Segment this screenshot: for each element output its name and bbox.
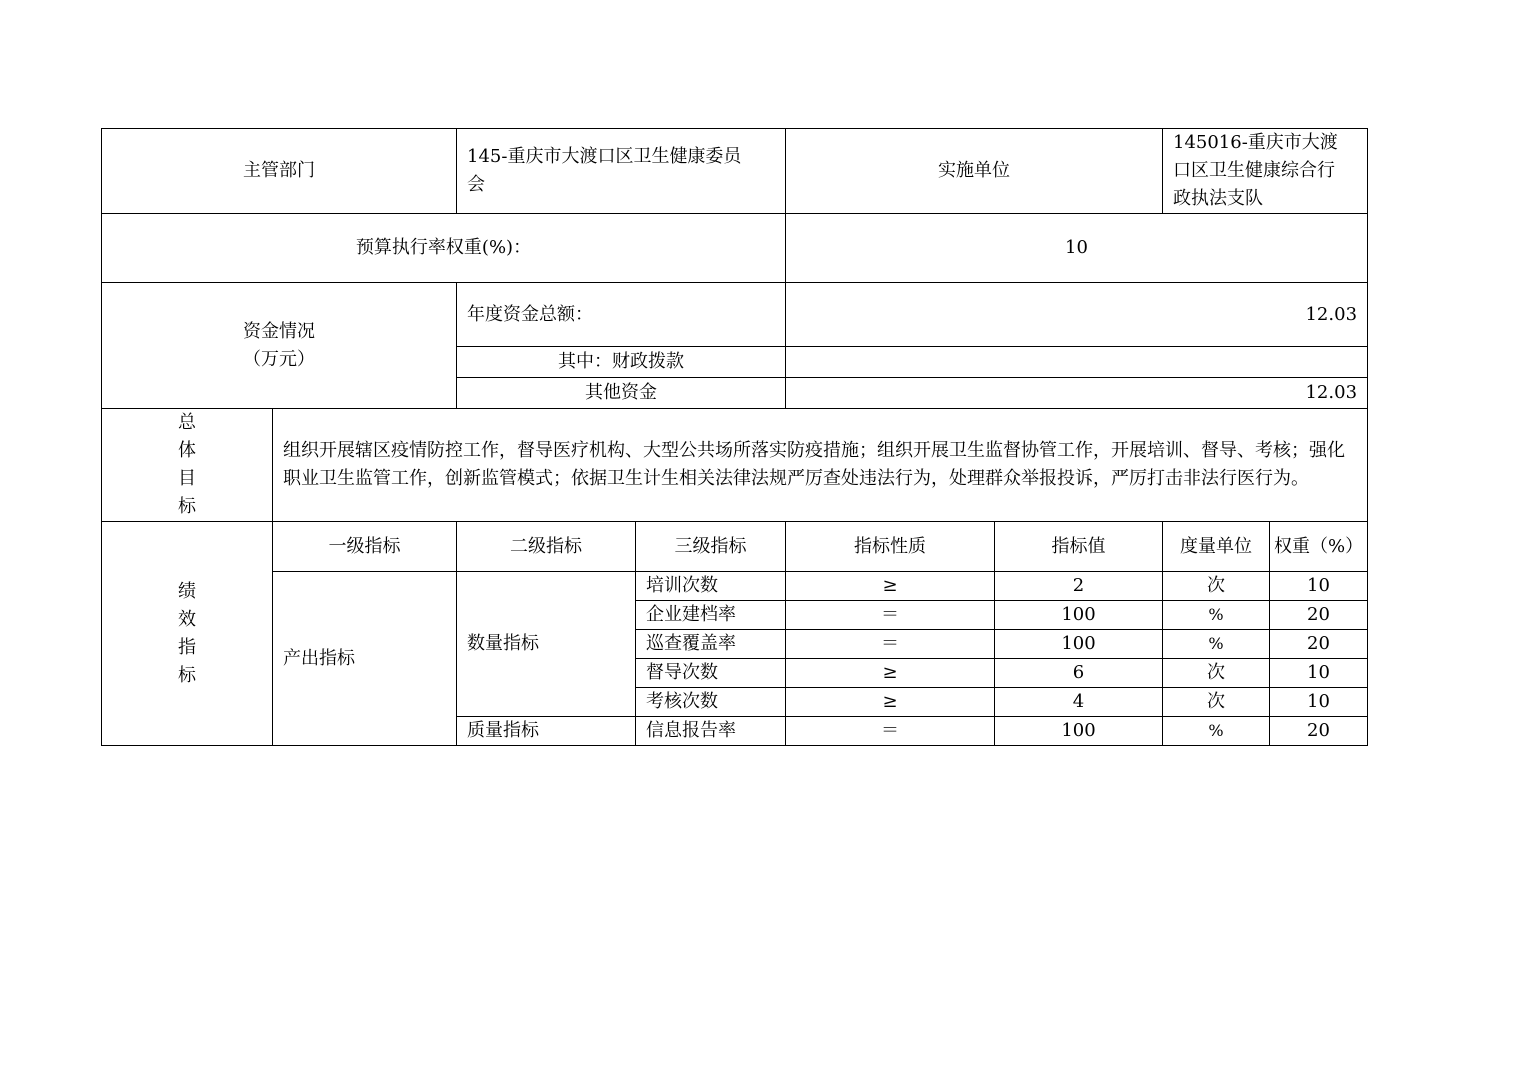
indicator-weight: 10	[1270, 659, 1368, 688]
indicator-unit: %	[1163, 601, 1270, 630]
indicator-nature: ＝	[786, 601, 995, 630]
goal-text: 组织开展辖区疫情防控工作，督导医疗机构、大型公共场所落实防疫措施；组织开展卫生监督协管工作，开展培训、督导、考核；强化职业卫生监管工作，创新监管模式；依据卫生计生相关法律法规严厉查处违法行为，处理群众举报投诉，严厉打击非法行医行为。	[273, 409, 1368, 522]
indicator-unit: %	[1163, 717, 1270, 746]
header-level1: 一级指标	[273, 522, 457, 572]
level2-quality: 质量指标	[457, 717, 636, 746]
level3-name: 巡查覆盖率	[636, 630, 786, 659]
level3-name: 督导次数	[636, 659, 786, 688]
indicator-weight: 20	[1270, 717, 1368, 746]
dept-label: 主管部门	[102, 129, 457, 214]
header-level2: 二级指标	[457, 522, 636, 572]
funds-fiscal-label: 其中：财政拨款	[457, 347, 786, 378]
indicator-row	[102, 572, 1368, 601]
level3-name: 培训次数	[636, 572, 786, 601]
level1-output: 产出指标	[273, 572, 457, 746]
indicator-nature: ≥	[786, 659, 995, 688]
indicators-label: 绩 效 指 标	[102, 522, 273, 746]
budget-value: 10	[786, 214, 1368, 283]
indicator-weight: 10	[1270, 688, 1368, 717]
level3-name: 考核次数	[636, 688, 786, 717]
funds-fiscal-value	[786, 347, 1368, 378]
indicator-nature: ≥	[786, 572, 995, 601]
indicator-value: 4	[995, 688, 1163, 717]
level2-quantity: 数量指标	[457, 572, 636, 717]
header-weight: 权重（%）	[1270, 522, 1368, 572]
indicator-unit: 次	[1163, 659, 1270, 688]
header-value: 指标值	[995, 522, 1163, 572]
performance-table	[101, 128, 1368, 746]
funds-total-label: 年度资金总额：	[457, 283, 786, 347]
indicator-unit: 次	[1163, 688, 1270, 717]
indicator-weight: 20	[1270, 601, 1368, 630]
funds-total-value: 12.03	[786, 283, 1368, 347]
level3-name: 信息报告率	[636, 717, 786, 746]
indicator-weight: 20	[1270, 630, 1368, 659]
goal-row	[102, 409, 1368, 522]
funds-other-value: 12.03	[786, 378, 1368, 409]
budget-label: 预算执行率权重(%)：	[102, 214, 786, 283]
funds-total-row	[102, 283, 1368, 347]
indicator-nature: ＝	[786, 717, 995, 746]
dept-value: 145-重庆市大渡口区卫生健康委员 会	[457, 129, 786, 214]
header-unit: 度量单位	[1163, 522, 1270, 572]
header-level3: 三级指标	[636, 522, 786, 572]
impl-value: 145016-重庆市大渡 口区卫生健康综合行 政执法支队	[1163, 129, 1368, 214]
funds-other-label: 其他资金	[457, 378, 786, 409]
impl-label: 实施单位	[786, 129, 1163, 214]
indicator-value: 100	[995, 601, 1163, 630]
indicator-nature: ＝	[786, 630, 995, 659]
header-row	[102, 129, 1368, 214]
goal-label: 总 体 目 标	[102, 409, 273, 522]
indicator-nature: ≥	[786, 688, 995, 717]
budget-row	[102, 214, 1368, 283]
indicator-header-row	[102, 522, 1368, 572]
indicator-weight: 10	[1270, 572, 1368, 601]
funds-label: 资金情况 （万元）	[102, 283, 457, 409]
indicator-value: 100	[995, 630, 1163, 659]
indicator-value: 2	[995, 572, 1163, 601]
level3-name: 企业建档率	[636, 601, 786, 630]
indicator-unit: %	[1163, 630, 1270, 659]
indicator-unit: 次	[1163, 572, 1270, 601]
indicator-value: 6	[995, 659, 1163, 688]
indicator-value: 100	[995, 717, 1163, 746]
header-nature: 指标性质	[786, 522, 995, 572]
